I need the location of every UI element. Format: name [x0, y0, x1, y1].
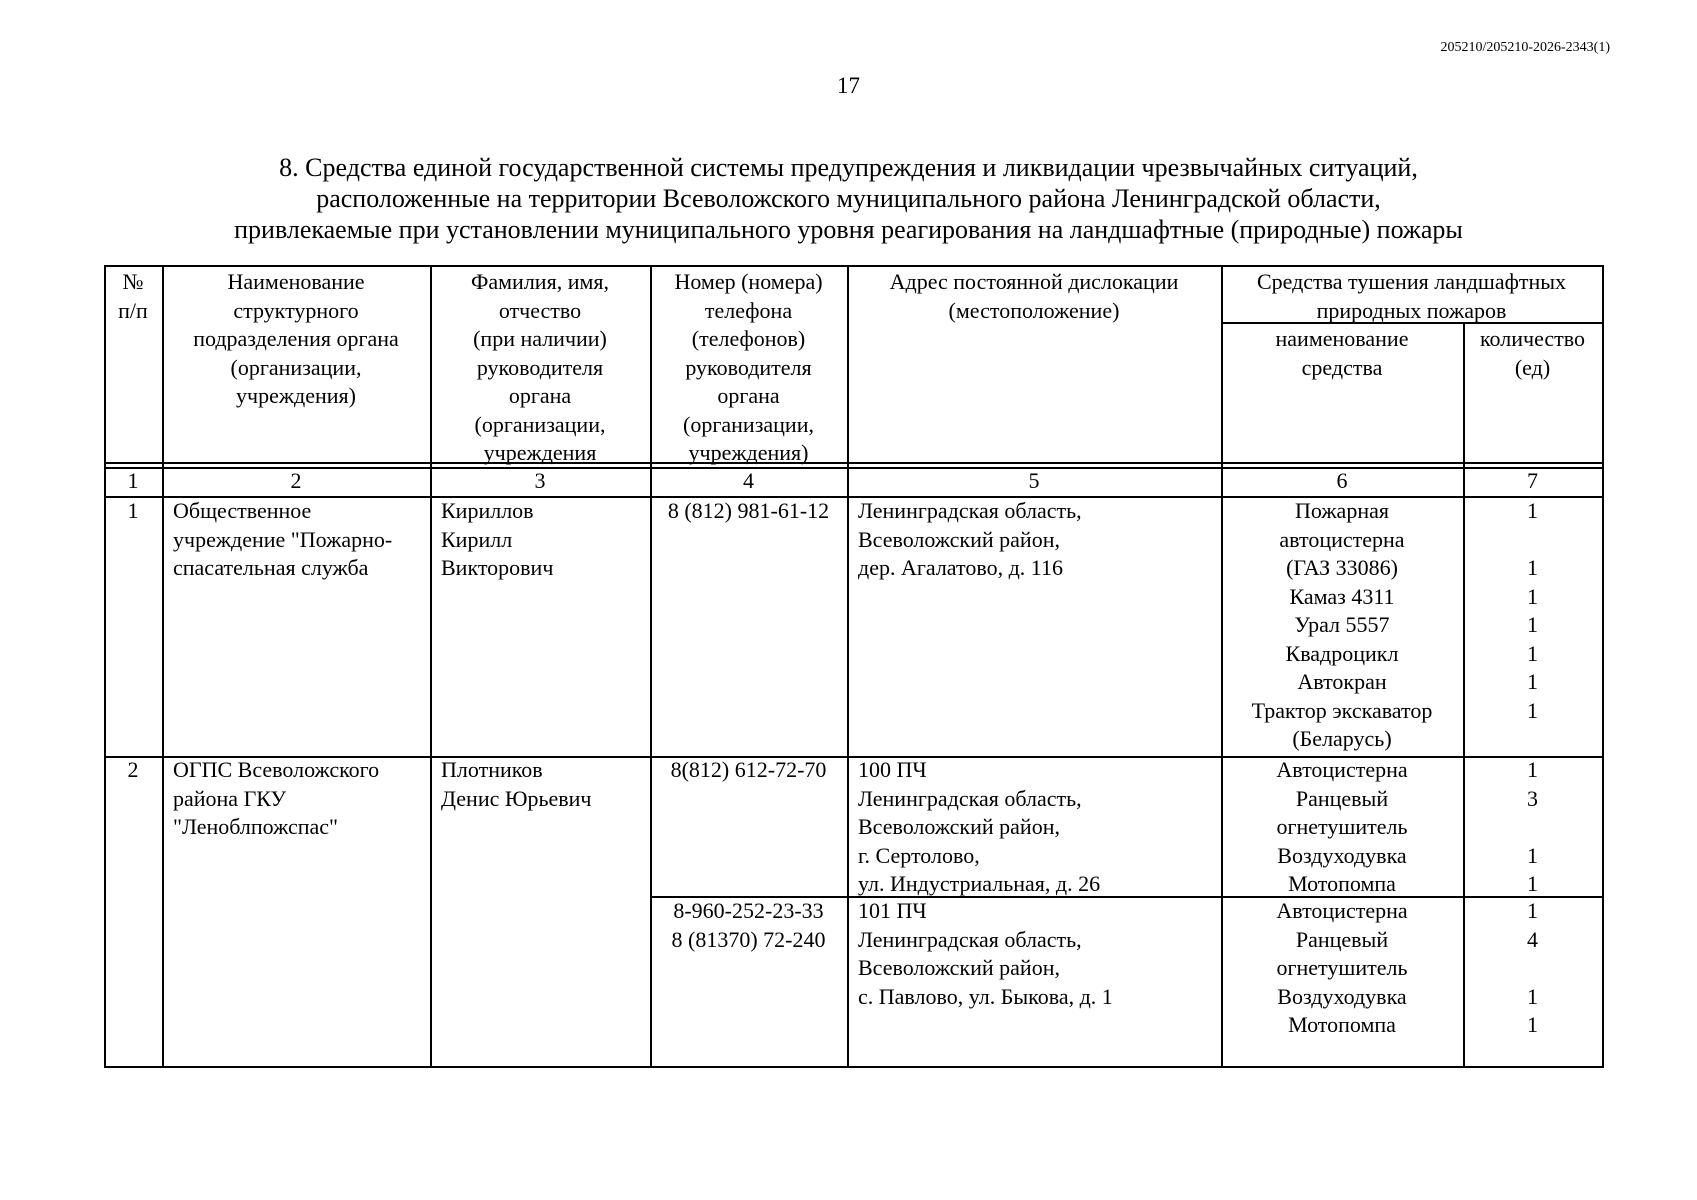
table-border-left	[104, 265, 106, 1067]
means-list: Автоцистерна Ранцевый огнетушитель Воздуходувка Мотопомпа	[1276, 757, 1408, 896]
header-means-quantity: количество (ед)	[1479, 326, 1586, 380]
header-means-group: Средства тушения ландшафтных природных пожаров	[1256, 269, 1567, 323]
title-line: привлекаемые при установлении муниципального уровня реагирования на ландшафтные (природные) пожары	[234, 215, 1463, 244]
header-organization: Наименование структурного подразделения органа (организации, учреждения)	[193, 269, 399, 408]
phone-number: 8 (812) 981-61-12	[667, 498, 830, 523]
table-title	[0, 152, 1697, 245]
document-id: 205210/205210-2026-2343(1)	[1440, 40, 1610, 55]
table-border-right	[1602, 265, 1604, 1067]
header-phone: Номер (номера) телефона (телефонов) руководителя органа (организации, учреждения)	[674, 269, 823, 465]
column-number: 4	[743, 468, 754, 493]
page-number: 17	[837, 73, 860, 98]
header-head-name: Фамилия, имя, отчество (при наличии) руководителя органа (организации, учреждения	[470, 269, 610, 465]
phone-number: 8(812) 612-72-70	[670, 757, 827, 782]
quantity-list: 1 3 1 1	[1527, 757, 1538, 896]
header-number: № п/п	[118, 269, 148, 323]
header-means-name: наименование средства	[1275, 326, 1409, 380]
title-line: расположенные на территории Всеволожского муниципального района Ленинградской области,	[316, 184, 1381, 213]
table-border-top	[104, 265, 1604, 267]
column-rule	[847, 265, 849, 1067]
head-name: Кириллов Кирилл Викторович	[441, 498, 554, 580]
header-bottom-rule	[104, 462, 1604, 464]
quantity-list: 1 1 1 1 1 1 1	[1527, 498, 1538, 723]
resources-table	[104, 265, 1604, 1067]
column-number: 6	[1336, 468, 1348, 493]
title-line: 8. Средства единой государственной системы предупреждения и ликвидации чрезвычайных ситуаций,	[279, 153, 1418, 182]
address: 101 ПЧ Ленинградская область, Всеволожский район, с. Павлово, ул. Быкова, д. 1	[858, 898, 1113, 1009]
row-number: 1	[127, 498, 139, 523]
column-number: 1	[127, 468, 139, 493]
organization-name: Общественное учреждение "Пожарно- спасательная служба	[173, 498, 393, 580]
column-number: 3	[534, 468, 546, 493]
means-list: Пожарная автоцистерна (ГАЗ 33086) Камаз 4311 Урал 5557 Квадроцикл Автокран Трактор экскаватор (Беларусь)	[1251, 498, 1433, 751]
column-number: 5	[1028, 468, 1040, 493]
organization-name: ОГПС Всеволожского района ГКУ "Леноблпожспас"	[173, 757, 380, 839]
phone-number: 8-960-252-23-33 8 (81370) 72-240	[671, 898, 826, 952]
means-list: Автоцистерна Ранцевый огнетушитель Воздуходувка Мотопомпа	[1276, 898, 1408, 1037]
header-address: Адрес постоянной дислокации (местоположение)	[889, 269, 1179, 323]
head-name: Плотников Денис Юрьевич	[441, 757, 592, 811]
row-number: 2	[127, 757, 139, 782]
column-number: 7	[1527, 468, 1538, 493]
column-number: 2	[290, 468, 302, 493]
quantity-list: 1 4 1 1	[1527, 898, 1538, 1037]
address: Ленинградская область, Всеволожский район, дер. Агалатово, д. 116	[858, 498, 1082, 580]
table-border-bottom	[104, 1066, 1604, 1068]
address: 100 ПЧ Ленинградская область, Всеволожский район, г. Сертолово, ул. Индустриальная, д. 26	[858, 757, 1101, 896]
